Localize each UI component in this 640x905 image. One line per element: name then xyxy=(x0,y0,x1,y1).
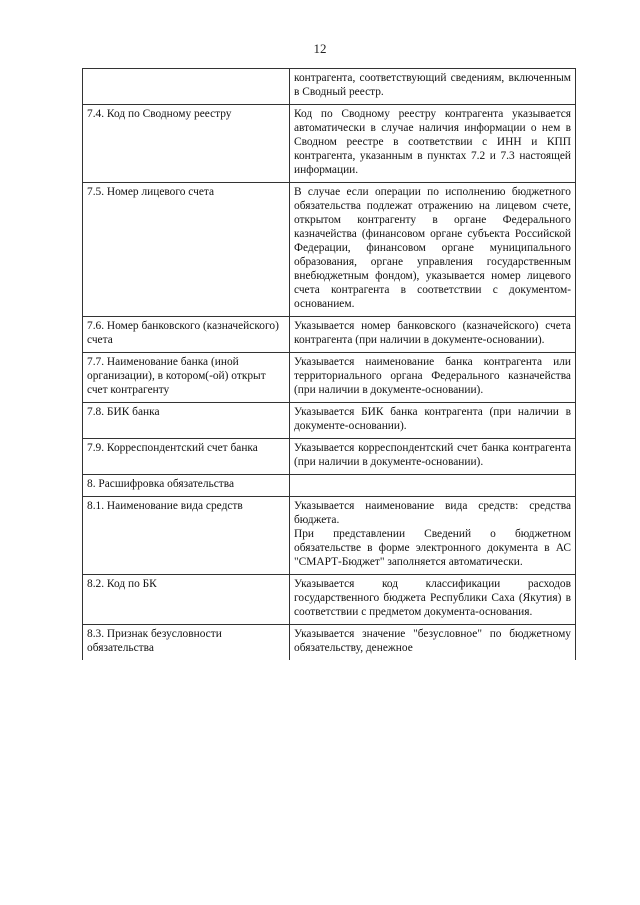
field-description-cell xyxy=(290,439,576,475)
description-paragraph: Указывается номер банковского (казначейского) счета контрагента (при наличии в документе-основании). xyxy=(294,320,571,346)
table-row xyxy=(83,183,576,317)
description-paragraph: При представлении Сведений о бюджетном обязательстве в форме электронного документа в АС "СМАРТ-Бюджет" заполняется автоматически. xyxy=(294,528,571,568)
table-row xyxy=(83,105,576,183)
description-paragraph: Указывается корреспондентский счет банка контрагента (при наличии в документе-основании). xyxy=(294,442,571,468)
field-name-cell: 8.1. Наименование вида средств xyxy=(83,497,290,575)
field-name-cell: 7.5. Номер лицевого счета xyxy=(83,183,290,317)
field-description-cell xyxy=(290,475,576,497)
field-name-cell: 7.8. БИК банка xyxy=(83,403,290,439)
description-paragraph: Указывается значение "безусловное" по бюджетному обязательству, денежное xyxy=(294,628,571,654)
field-name-cell: 7.6. Номер банковского (казначейского) счета xyxy=(83,317,290,353)
description-paragraph: Указывается БИК банка контрагента (при наличии в документе-основании). xyxy=(294,406,571,432)
table-row xyxy=(83,439,576,475)
description-paragraph: В случае если операции по исполнению бюджетного обязательства подлежат отражению на лицевом счете, открытом контрагенту в органе Федерального казначейства (финансовом органе субъекта Российской Федерации, финансовом органе муниципального образования, органе управления государственным внебюджетным фондом), указывается номер лицевого счета контрагента в соответствии с документом-основанием. xyxy=(294,186,571,310)
description-paragraph: Код по Сводному реестру контрагента указывается автоматически в случае наличия информации о нем в Сводном реестре в соответствии с ИНН и КПП контрагента, указанным в пунктах 7.2 и 7.3 настоящей информации. xyxy=(294,108,571,176)
field-description-cell xyxy=(290,497,576,575)
table-row xyxy=(83,625,576,661)
table-row xyxy=(83,497,576,575)
table-row xyxy=(83,575,576,625)
obligation-info-table xyxy=(82,68,576,660)
description-paragraph: Указывается наименование банка контрагента или территориального органа Федерального казначейства (при наличии в документе-основании). xyxy=(294,356,571,396)
field-name-cell: 8.2. Код по БК xyxy=(83,575,290,625)
field-description-cell xyxy=(290,183,576,317)
field-name-cell xyxy=(83,69,290,105)
table-body xyxy=(83,69,576,661)
field-description-cell xyxy=(290,625,576,661)
field-name-cell: 8. Расшифровка обязательства xyxy=(83,475,290,497)
description-paragraph: Указывается код классификации расходов государственного бюджета Республики Саха (Якутия) в соответствии с предметом документа-основания. xyxy=(294,578,571,618)
table-row xyxy=(83,475,576,497)
description-paragraph: Указывается наименование вида средств: средства бюджета. xyxy=(294,500,571,526)
field-description-cell xyxy=(290,69,576,105)
description-paragraph: контрагента, соответствующий сведениям, включенным в Сводный реестр. xyxy=(294,72,571,98)
field-description-cell xyxy=(290,353,576,403)
table-row xyxy=(83,403,576,439)
field-description-cell xyxy=(290,403,576,439)
field-name-cell: 7.4. Код по Сводному реестру xyxy=(83,105,290,183)
field-description-cell xyxy=(290,575,576,625)
field-description-cell xyxy=(290,105,576,183)
field-name-cell: 8.3. Признак безусловности обязательства xyxy=(83,625,290,661)
field-name-cell: 7.7. Наименование банка (иной организации), в котором(-ой) открыт счет контрагенту xyxy=(83,353,290,403)
page-number: 12 xyxy=(313,41,327,56)
table-row xyxy=(83,69,576,105)
table-row xyxy=(83,317,576,353)
field-name-cell: 7.9. Корреспондентский счет банка xyxy=(83,439,290,475)
field-description-cell xyxy=(290,317,576,353)
table-row xyxy=(83,353,576,403)
